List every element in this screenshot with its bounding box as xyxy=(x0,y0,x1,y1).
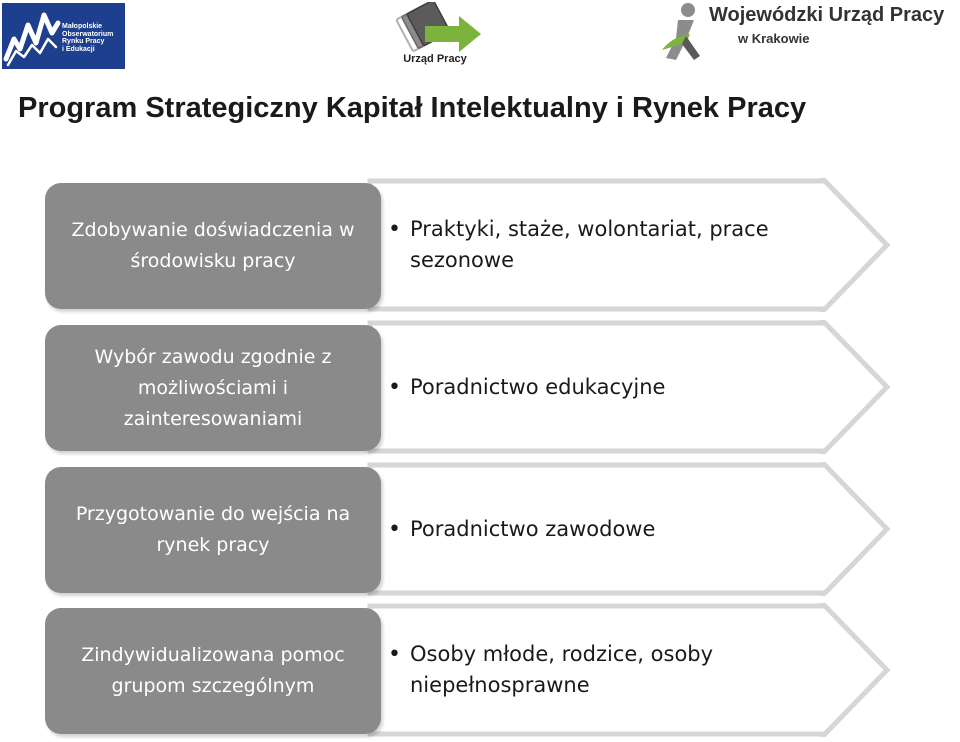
bullet-item xyxy=(388,514,655,545)
bullet-item xyxy=(388,372,665,403)
urzad-pracy-caption: Urząd Pracy xyxy=(403,53,467,65)
category-label: Zdobywanie doświadczenia w środowisku pracy xyxy=(71,219,355,272)
category-box xyxy=(45,608,381,734)
bullet-area xyxy=(388,603,808,737)
diagram-row xyxy=(0,320,960,454)
bullet-dot-icon: • xyxy=(388,374,401,400)
bullet-item xyxy=(388,639,800,701)
wup-title: Wojewódzki Urząd Pracy xyxy=(709,4,945,26)
diagram-row xyxy=(0,462,960,596)
bullet-text: Poradnictwo zawodowe xyxy=(410,516,656,541)
page-title: Program Strategiczny Kapitał Intelektualny i Rynek Pracy xyxy=(18,92,807,124)
category-box xyxy=(45,467,381,593)
category-box xyxy=(45,183,381,309)
bullet-dot-icon: • xyxy=(388,642,401,667)
bullet-text: Praktyki, staże, wolontariat, prace sezonowe xyxy=(410,217,769,272)
running-person-icon xyxy=(656,0,710,64)
diagram-row xyxy=(0,178,960,312)
malopolskie-observatory-logo xyxy=(2,3,125,69)
bullet-dot-icon: • xyxy=(388,217,401,242)
bullet-area xyxy=(388,462,808,596)
wup-krakow-logo xyxy=(656,0,960,66)
bullet-area xyxy=(388,320,808,454)
category-box xyxy=(45,325,381,451)
wup-subtitle: w Krakowie xyxy=(738,31,810,46)
bullet-area xyxy=(388,178,808,312)
category-label: Wybór zawodu zgodnie z możliwościami i zainteresowaniami xyxy=(94,345,332,430)
bullet-text: Poradnictwo edukacyjne xyxy=(410,374,666,399)
diagram-row xyxy=(0,603,960,737)
category-label: Przygotowanie do wejścia na rynek pracy xyxy=(75,503,351,556)
bullet-dot-icon: • xyxy=(388,516,401,542)
bullet-text: Osoby młode, rodzice, osoby niepełnosprawne xyxy=(410,642,714,697)
logo-mo-text: Małopolskie Obserwatorium Rynku Pracy i Edukacji xyxy=(62,23,114,53)
urzad-pracy-logo xyxy=(385,2,485,68)
category-label: Zindywidualizowana pomoc grupom szczególnym xyxy=(81,644,345,697)
stacked-cards-arrow-icon xyxy=(385,2,485,54)
bullet-item xyxy=(388,214,800,276)
